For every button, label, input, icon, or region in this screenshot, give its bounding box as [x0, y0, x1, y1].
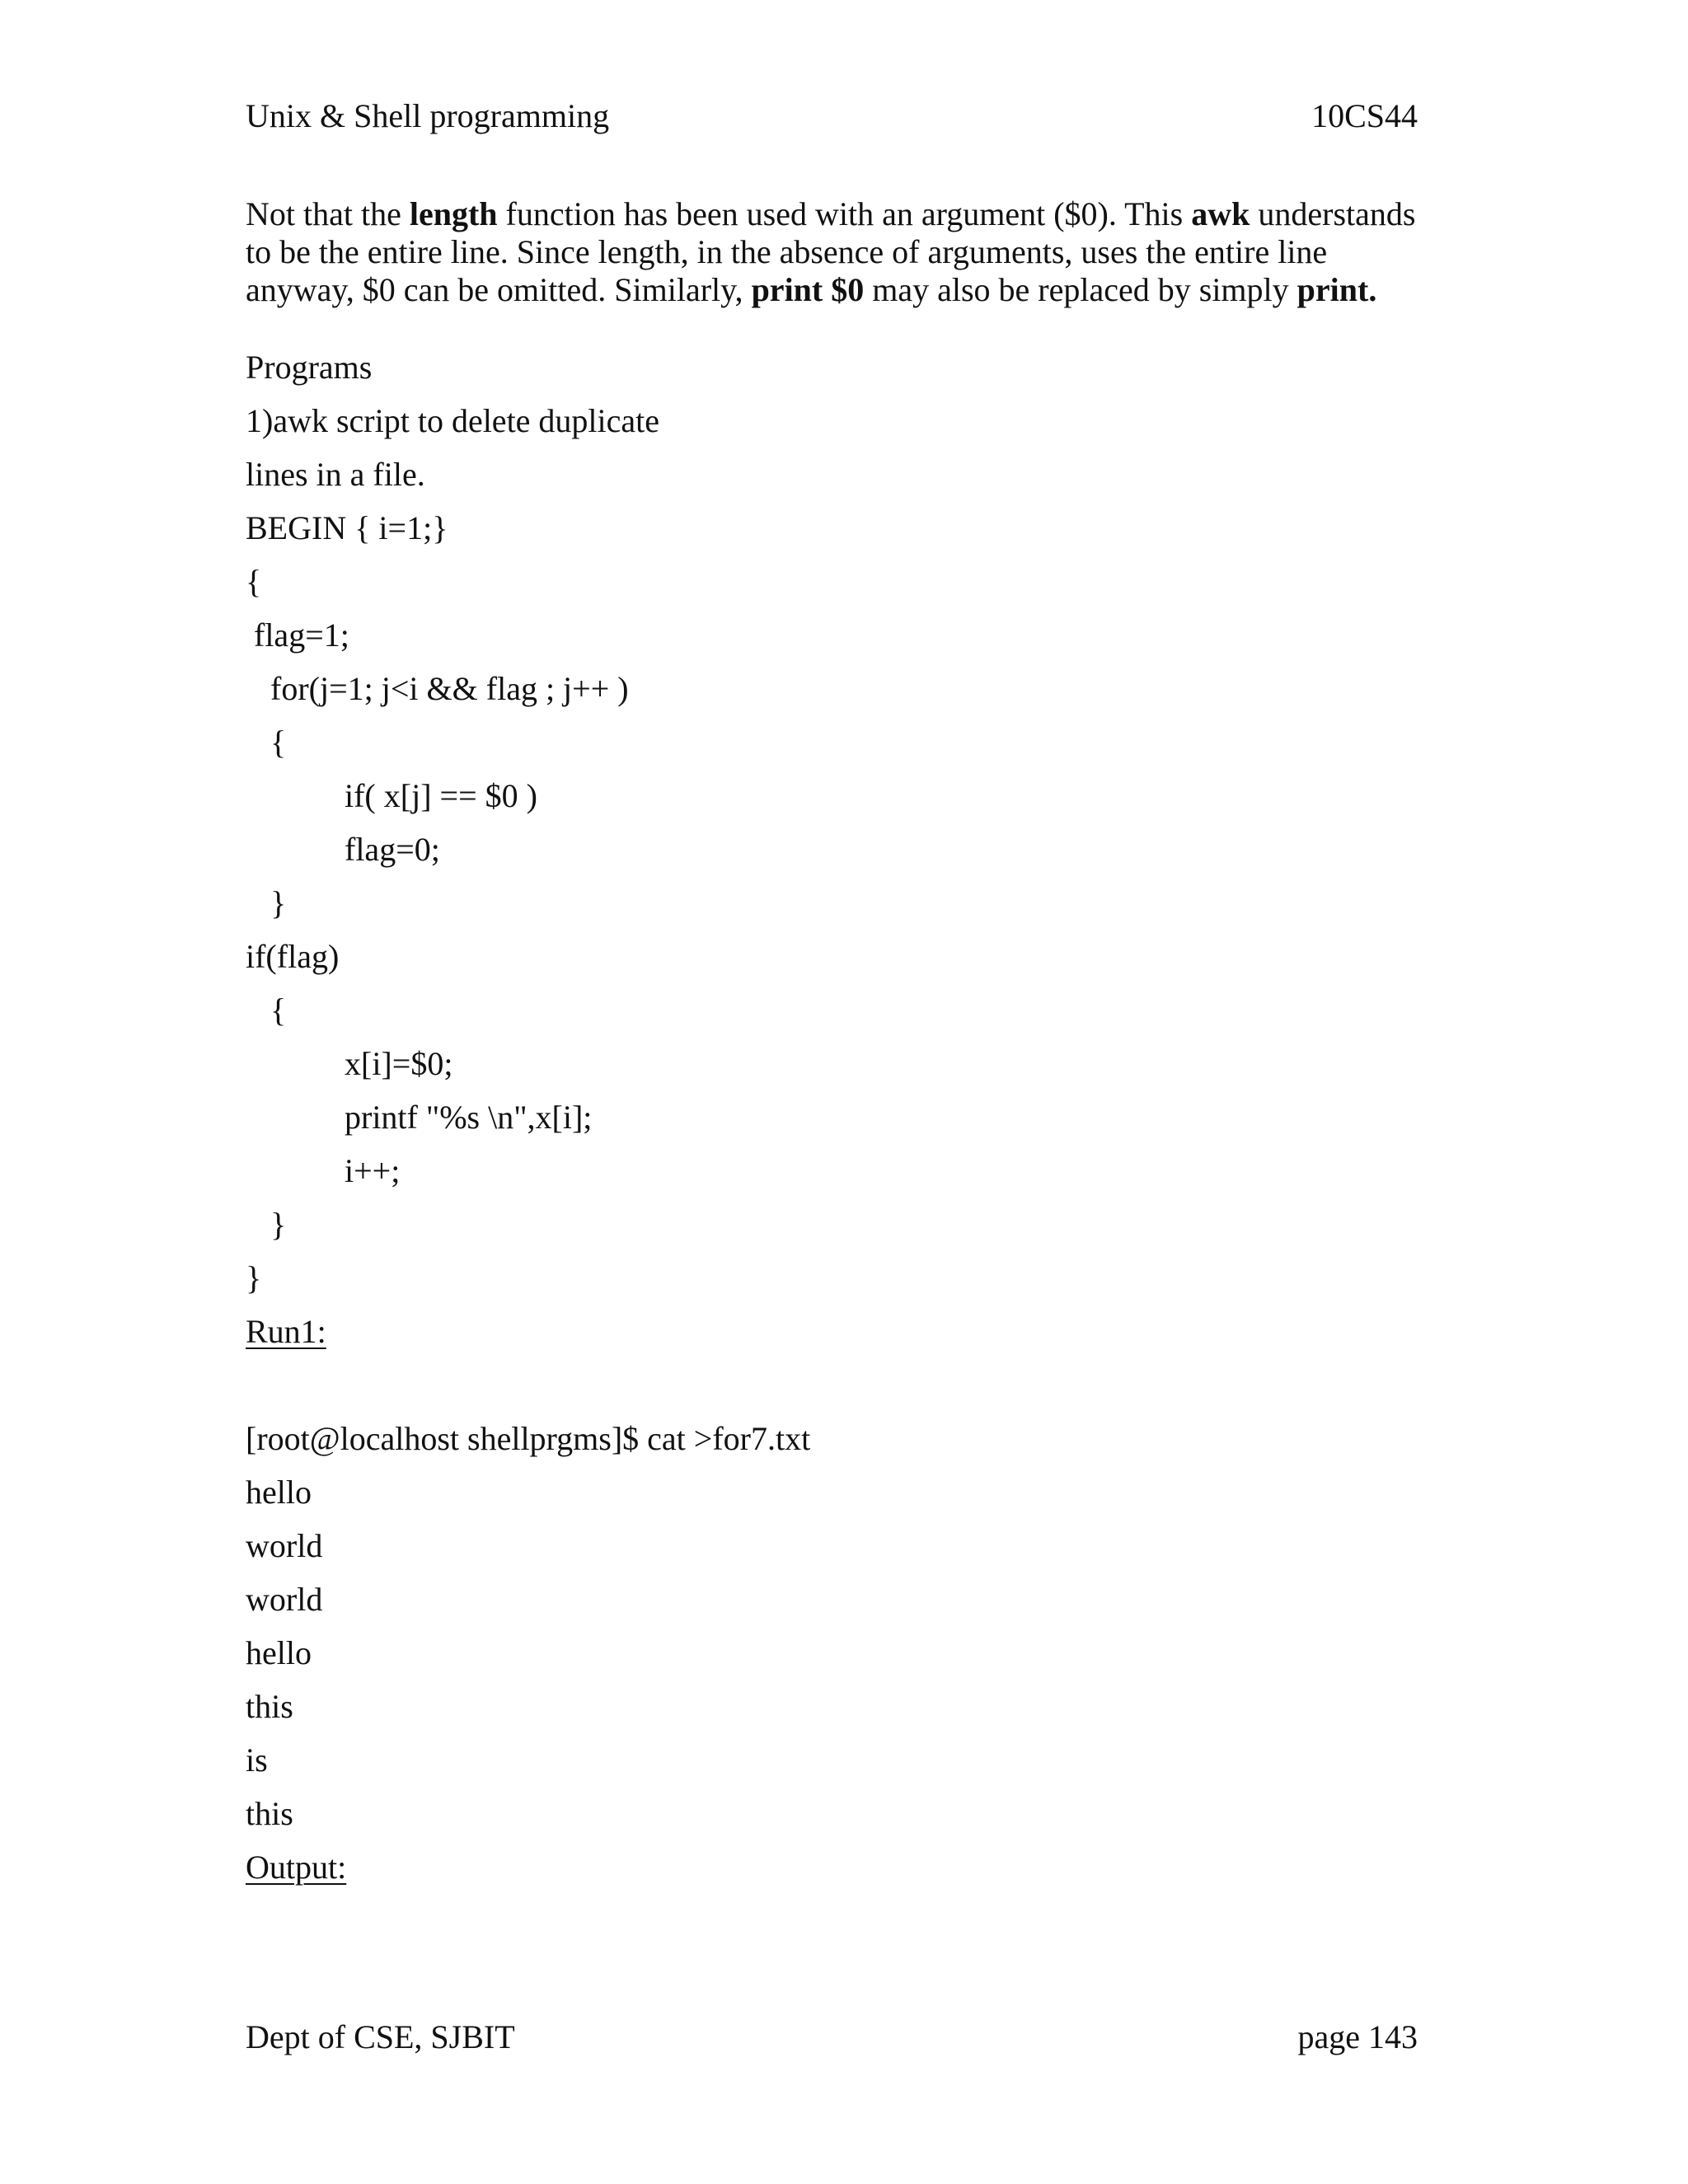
paragraph-text-4: may also be replaced by simply: [864, 271, 1297, 308]
paragraph-text-1: Not that the: [246, 195, 410, 232]
code-line: i++;: [246, 1152, 401, 1189]
page-footer: [246, 2018, 1418, 2057]
code-line: }: [246, 1259, 262, 1296]
code-line: BEGIN { i=1;}: [246, 509, 448, 546]
code-line: if( x[j] == $0 ): [246, 777, 537, 814]
paragraph-text-2: function has been used with an argument ($0). This: [497, 195, 1192, 232]
code-line: }: [246, 884, 287, 921]
code-line: printf "%s \n",x[i];: [246, 1099, 593, 1136]
input-line: world: [246, 1527, 323, 1564]
code-line: {: [246, 724, 287, 761]
program-title-line-1: 1)awk script to delete duplicate: [246, 402, 660, 439]
paragraph-bold-length: length: [409, 195, 498, 232]
input-line: is: [246, 1741, 268, 1779]
paragraph-bold-awk: awk: [1191, 195, 1250, 232]
page-header: [246, 96, 1418, 136]
code-line: {: [246, 563, 262, 600]
terminal-command-line: [root@localhost shellprgms]$ cat >for7.txt: [246, 1420, 811, 1457]
code-line: {: [246, 991, 287, 1029]
input-line: hello: [246, 1634, 312, 1671]
code-line: flag=1;: [246, 616, 349, 654]
input-line: hello: [246, 1474, 312, 1511]
paragraph-bold-print-0: print $0: [751, 271, 865, 308]
section-heading-programs: Programs: [246, 349, 373, 386]
header-course-code: 10CS44: [1311, 97, 1418, 134]
paragraph-bold-print: print.: [1296, 271, 1377, 308]
code-line: x[i]=$0;: [246, 1045, 453, 1082]
run1-heading: Run1:: [246, 1313, 326, 1350]
output-heading: Output:: [246, 1849, 347, 1886]
code-line: if(flag): [246, 938, 340, 975]
program-title-line-2: lines in a file.: [246, 456, 425, 493]
header-course-title: Unix & Shell programming: [246, 97, 610, 134]
intro-paragraph: [246, 195, 1432, 309]
input-line: this: [246, 1688, 293, 1725]
paragraph-text-3: understands to be the entire line. Since length, in the absence of arguments, uses the entire line anyway, $0 can be omitted. Similarly,: [246, 195, 1416, 308]
code-line: }: [246, 1206, 287, 1243]
footer-page-number: page 143: [1297, 2018, 1418, 2055]
input-line: world: [246, 1581, 323, 1618]
code-line: flag=0;: [246, 831, 440, 868]
footer-department: Dept of CSE, SJBIT: [246, 2018, 515, 2055]
code-line: for(j=1; j<i && flag ; j++ ): [246, 670, 629, 707]
input-line: this: [246, 1795, 293, 1832]
